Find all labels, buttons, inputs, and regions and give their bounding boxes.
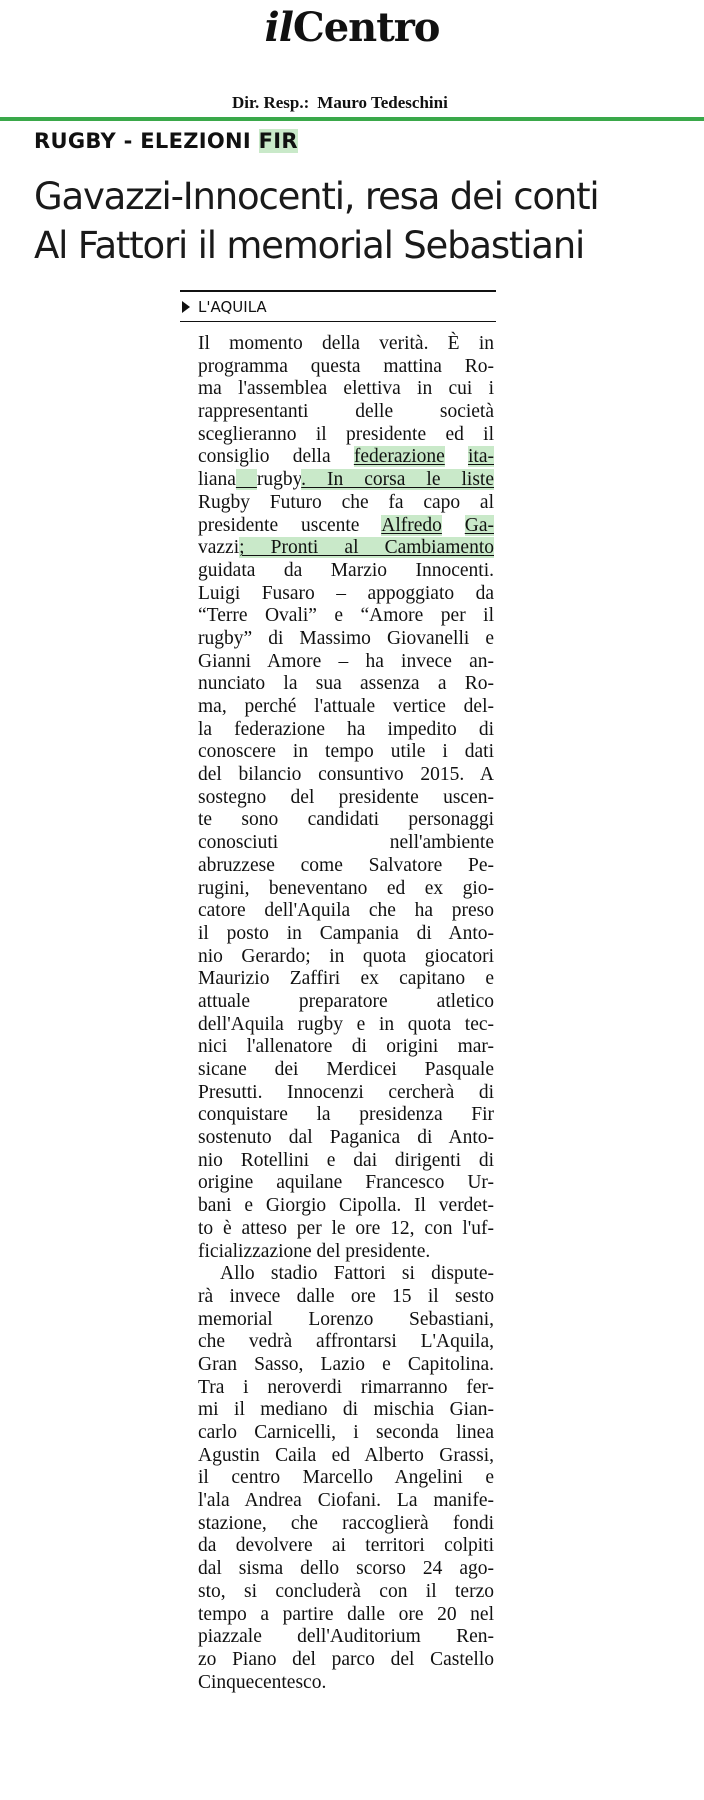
article-line: presidente uscente Alfredo Ga-	[198, 514, 494, 536]
article-line: ficializzazione del presidente.	[198, 1240, 431, 1262]
article-line: conquistare la presidenza Fir	[198, 1104, 494, 1126]
article-line: conoscere in tempo utile i dati	[198, 741, 494, 763]
article-line: dell'Aquila rugby e in quota tec-	[198, 1013, 494, 1035]
article-line: Cinquecentesco.	[198, 1671, 327, 1693]
article-line: liana rugby. In corsa le liste	[198, 469, 494, 491]
article-line: rappresentanti delle società	[198, 401, 494, 423]
article-line: “Terre Ovali” e “Amore per il	[198, 605, 494, 627]
highlighted-term	[236, 469, 257, 490]
article-line: ma, perché l'attuale vertice del-	[198, 696, 494, 717]
triangle-bullet-icon	[182, 301, 190, 313]
editor-name: Mauro Tedeschini	[317, 93, 448, 112]
article-line: nunciato la sua assenza a Ro-	[198, 673, 494, 695]
dateline-text: L'AQUILA	[198, 298, 267, 316]
article-line: abruzzese come Salvatore Pe-	[198, 854, 494, 876]
article-line: Agustin Caila ed Alberto Grassi,	[198, 1444, 494, 1466]
article-line: nio Gerardo; in quota giocatori	[198, 945, 494, 967]
highlighted-term: . In corsa le liste	[301, 469, 494, 491]
article-line: nio Rotellini e dai dirigenti di	[198, 1149, 494, 1171]
article-line: che vedrà affrontarsi L'Aquila,	[198, 1331, 494, 1353]
article-line: rugby” di Massimo Giovanelli e	[198, 627, 494, 649]
article-line: bani e Giorgio Cipolla. Il verdet-	[198, 1195, 494, 1217]
article-line: origine aquilane Francesco Ur-	[198, 1172, 494, 1194]
article-line: conosciuti nell'ambiente	[198, 832, 494, 854]
highlighted-term: ; Pronti al Cambiamento	[239, 537, 494, 559]
article-line: Allo stadio Fattori si disputе-	[220, 1263, 494, 1285]
article-line: Rugby Futuro che fa capo al	[198, 491, 494, 513]
article-line: attuale preparatore atletico	[198, 990, 494, 1012]
article-line: nici l'allenatore di origini mar-	[198, 1036, 494, 1058]
article-line: Luigi Fusaro – appoggiato da	[198, 582, 494, 604]
article-line: Tra i neroverdi rimarranno fer-	[198, 1376, 494, 1398]
article-line: stazione, che raccoglierà fondi	[198, 1512, 494, 1534]
article-line: il posto in Campania di Anto-	[198, 922, 494, 944]
masthead-name: Centro	[292, 4, 440, 51]
section-kicker	[34, 126, 298, 156]
article-line: carlo Carnicelli, i seconda linea	[198, 1422, 494, 1443]
article-line: ma l'assemblea elettiva in cui i	[198, 378, 494, 400]
article-line: programma questa mattina Ro-	[198, 355, 494, 377]
article-line: mi il mediano di mischia Gian-	[198, 1399, 494, 1421]
newspaper-masthead	[0, 4, 704, 52]
article-line: rà invece dalle ore 15 il sesto	[198, 1285, 494, 1307]
article-line: Presutti. Innocenzi cercherà di	[198, 1081, 494, 1103]
article-line: consiglio della federazione ita-	[198, 446, 494, 468]
article-line: l'ala Andrea Ciofani. La manife-	[198, 1490, 494, 1512]
article-line: da devolvere ai territori colpiti	[198, 1535, 494, 1557]
article-line: rugini, beneventano ed ex gio-	[198, 877, 494, 899]
masthead-il: il	[264, 4, 293, 51]
highlighted-term: Alfredo	[381, 514, 442, 536]
dateline	[182, 296, 267, 318]
article-line: to è atteso per le ore 12, con l'uf-	[198, 1217, 494, 1239]
article-line: memorial Lorenzo Sebastiani,	[198, 1308, 494, 1330]
article-line: sostegno del presidente uscen-	[198, 786, 494, 808]
article-line: il centro Marcello Angelini e	[198, 1467, 494, 1489]
article-line: Il momento della verità. È in	[198, 333, 494, 354]
article-headline	[34, 172, 694, 270]
dateline-bottom-rule	[180, 321, 496, 322]
article-line: te sono candidati personaggi	[198, 809, 494, 831]
article-line: sceglieranno il presidente ed il	[198, 423, 494, 445]
highlighted-term: Ga-	[464, 514, 494, 536]
highlighted-term: ita-	[468, 446, 494, 468]
headline-line-2: Al Fattori il memorial Sebastiani	[34, 224, 585, 267]
article-line: sicane dei Merdicei Pasquale	[198, 1059, 494, 1080]
editor-label: Dir. Resp.:	[232, 93, 310, 112]
kicker-highlight: FIR	[258, 129, 298, 153]
article-line: piazzale dell'Auditorium Ren-	[198, 1626, 494, 1648]
highlighted-term: federazione	[353, 446, 445, 468]
article-line: del bilancio consuntivo 2015. A	[198, 764, 494, 786]
article-line: Gran Sasso, Lazio e Capitolina.	[198, 1353, 494, 1375]
article-line: zo Piano del parco del Castello	[198, 1648, 494, 1670]
article-body	[198, 333, 494, 1694]
article-line: sostenuto dal Paganica di Anto-	[198, 1127, 494, 1149]
article-line: guidata da Marzio Innocenti.	[198, 559, 494, 581]
dateline-top-rule	[180, 290, 496, 292]
article-line: sto, si concluderà con il terzo	[198, 1580, 494, 1602]
article-line: catore dell'Aquila che ha preso	[198, 900, 494, 922]
article-line: vazzi; Pronti al Cambiamento	[198, 537, 494, 559]
article-line: la federazione ha impedito di	[198, 718, 494, 740]
kicker-prefix: RUGBY - ELEZIONI	[34, 129, 252, 153]
masthead-rule	[0, 117, 704, 121]
article-line: Maurizio Zaffiri ex capitano e	[198, 968, 494, 990]
article-line: dal sisma dello scorso 24 ago-	[198, 1558, 494, 1580]
article-line: Gianni Amore – ha invece an-	[198, 650, 494, 672]
article-line: tempo a partire dalle ore 20 nel	[198, 1603, 494, 1625]
headline-line-1: Gavazzi-Innocenti, resa dei conti	[34, 175, 599, 218]
editor-line	[232, 93, 448, 113]
